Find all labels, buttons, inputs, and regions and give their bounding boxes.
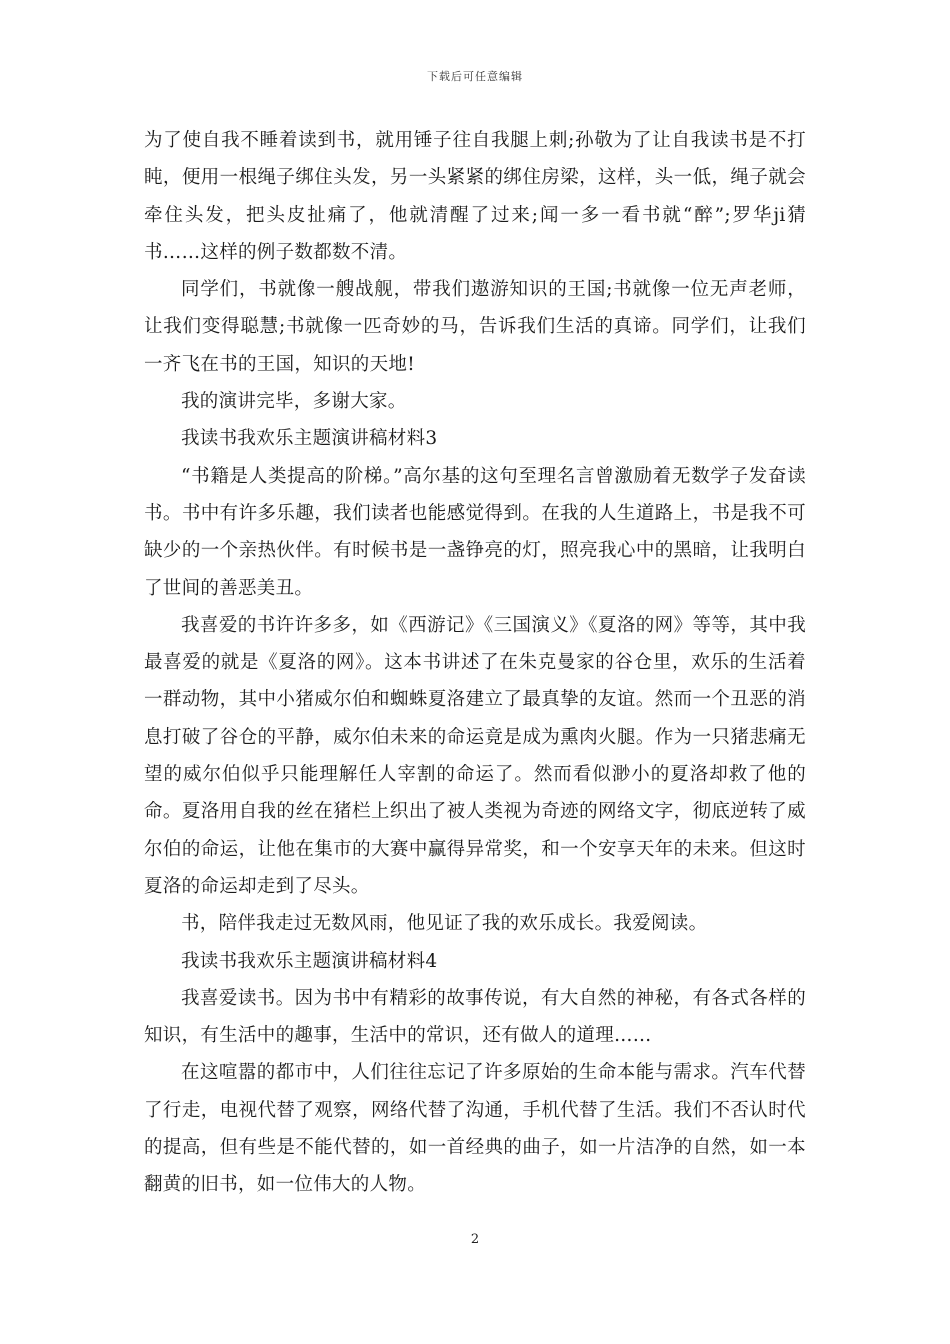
paragraph: 同学们，书就像一艘战舰，带我们遨游知识的王国;书就像一位无声老师，让我们变得聪慧;书就像一匹奇妙的马，告诉我们生活的真谛。同学们，让我们一齐飞在书的王国，知识的天地! xyxy=(144,279,806,375)
paragraph: 我喜爱的书许许多多，如《西游记》《三国演义》《夏洛的网》等等，其中我最喜爱的就是《夏洛的网》。这本书讲述了在朱克曼家的谷仓里，欢乐的生活着一群动物，其中小猪威尔伯和蜘蛛夏洛建立了最真挚的友谊。然而一个丑恶的消息打破了谷仓的平静，威尔伯未来的命运竟是成为熏肉火腿。作为一只猪悲痛无望的威尔伯似乎只能理解任人宰割的命运了。然而看似渺小的夏洛却救了他的命。夏洛用自我的丝在猪栏上织出了被人类视为奇迹的网络文字，彻底逆转了威尔伯的命运，让他在集市的大赛中赢得异常奖，和一个安享天年的未来。但这时夏洛的命运却走到了尽头。 xyxy=(144,614,806,897)
section-heading: 我读书我欢乐主题演讲稿材料4 xyxy=(181,950,438,972)
paragraph: 我喜爱读书。因为书中有精彩的故事传说，有大自然的神秘，有各式各样的知识，有生活中的趣事，生活中的常识，还有做人的道理…… xyxy=(144,987,806,1047)
page-header: 下载后可任意编辑 xyxy=(427,70,523,83)
page-number: 2 xyxy=(470,1232,480,1247)
paragraph: “书籍是人类提高的阶梯。”高尔基的这句至理名言曾激励着无数学子发奋读书。书中有许多乐趣，我们读者也能感觉得到。在我的人生道路上，书是我不可缺少的一个亲热伙伴。有时候书是一盏铮亮的灯，照亮我心中的黑暗，让我明白了世间的善恶美丑。 xyxy=(144,465,806,599)
document-body xyxy=(144,122,806,1204)
section-heading: 我读书我欢乐主题演讲稿材料3 xyxy=(181,428,438,450)
paragraph-continuation: 为了使自我不睡着读到书，就用锤子往自我腿上刺;孙敬为了让自我读书是不打盹，便用一根绳子绑住头发，另一头紧紧的绑住房梁，这样，头一低，绳子就会牵住头发，把头皮扯痛了，他就清醒了过来;闻一多一看书就“醉”;罗华ji猜书……这样的例子数都数不清。 xyxy=(144,130,806,263)
paragraph: 我的演讲完毕，多谢大家。 xyxy=(181,391,407,413)
paragraph: 书，陪伴我走过无数风雨，他见证了我的欢乐成长。我爱阅读。 xyxy=(181,913,708,935)
paragraph: 在这喧嚣的都市中，人们往往忘记了许多原始的生命本能与需求。汽车代替了行走，电视代替了观察，网络代替了沟通，手机代替了生活。我们不否认时代的提高，但有些是不能代替的，如一首经典的曲子，如一片洁净的自然，如一本翻黄的旧书，如一位伟大的人物。 xyxy=(144,1062,806,1196)
